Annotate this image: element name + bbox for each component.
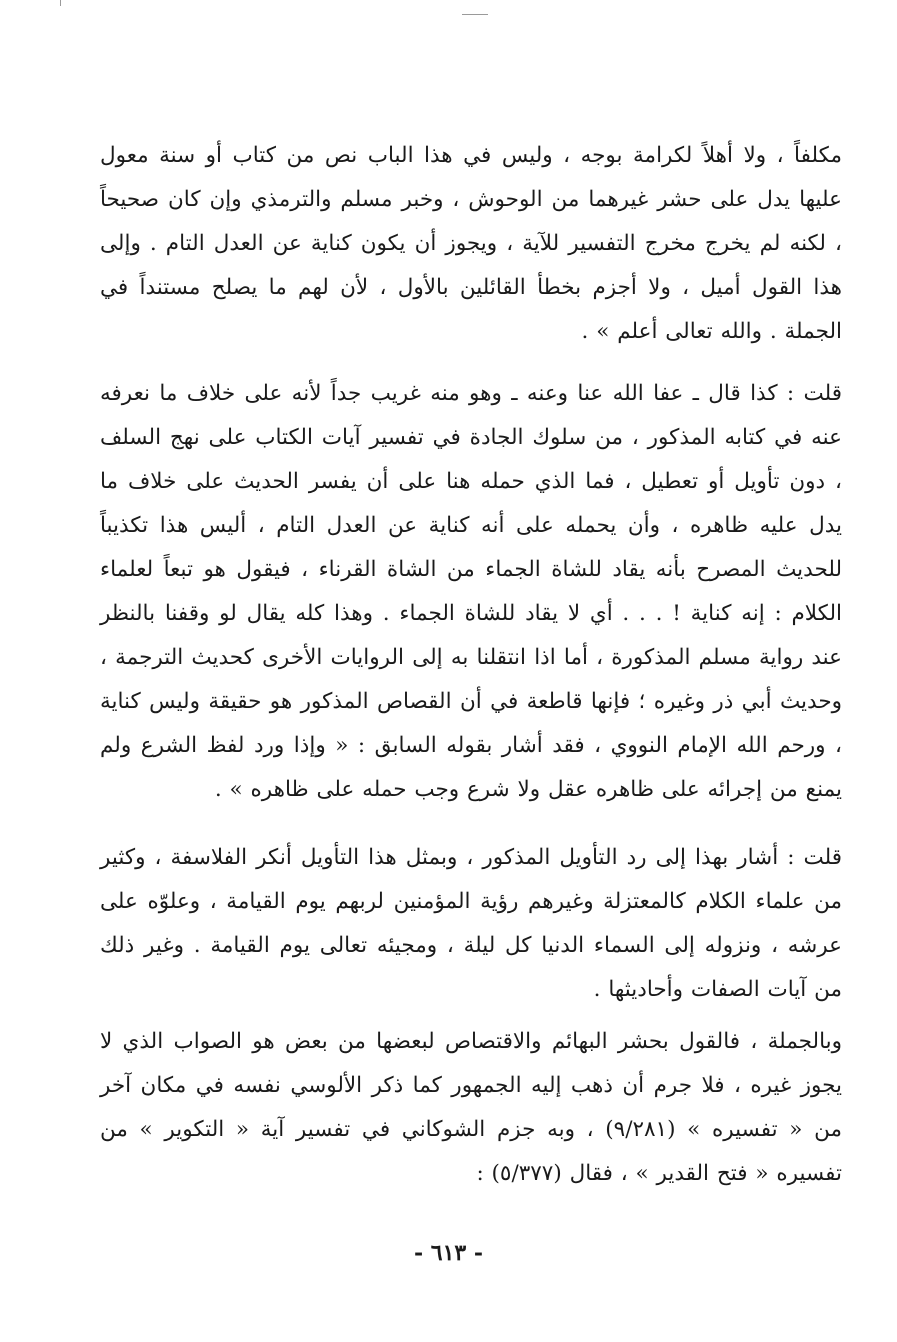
paragraph-1: مكلفاً ، ولا أهلاً لكرامة بوجه ، وليس في هذا الباب نص من كتاب أو سنة معول عليها يدل على حشر غيرهما من الوحوش ، وخبر مسلم والترمذي وإن كان صحيحاً ، لكنه لم يخرج مخرج التفسير للآية ، ويجوز أن يكون كناية عن العدل التام . وإلى هذا القول أميل ، ولا أجزم بخطأ القائلين بالأول ، لأن لهم ما يصلح مستنداً في الجملة . والله تعالى أعلم » . [100, 143, 842, 344]
paragraph-3: قلت : أشار بهذا إلى رد التأويل المذكور ، وبمثل هذا التأويل أنكر الفلاسفة ، وكثير من علماء الكلام كالمعتزلة وغيرهم رؤية المؤمنين لربهم يوم القيامة ، وعلوّه على عرشه ، ونزوله إلى السماء الدنيا كل ليلة ، ومجيئه تعالى يوم القيامة . وغير ذلك من آيات الصفات وأحاديثها . [100, 845, 842, 1002]
paragraph-2: قلت : كذا قال ـ عفا الله عنا وعنه ـ وهو منه غريب جداً لأنه على خلاف ما نعرفه عنه في كتابه المذكور ، من سلوك الجادة في تفسير آيات الكتاب على نهج السلف ، دون تأويل أو تعطيل ، فما الذي حمله هنا على أن يفسر الحديث على خلاف ما يدل عليه ظاهره ، وأن يحمله على أنه كناية عن العدل التام ، أليس هذا تكذيباً للحديث المصرح بأنه يقاد للشاة الجماء من الشاة القرناء ، فيقول هو تبعاً لعلماء الكلام : إنه كناية ! . . . أي لا يقاد للشاة الجماء . وهذا كله يقال لو وقفنا بالنظر عند رواية مسلم المذكورة ، أما اذا انتقلنا به إلى الروايات الأخرى كحديث الترجمة ، وحديث أبي ذر وغيره ؛ فإنها قاطعة في أن القصاص المذكور هو حقيقة وليس كناية ، ورحم الله الإمام النووي ، فقد أشار بقوله السابق : « وإذا ورد لفظ الشرع ولم يمنع من إجرائه على ظاهره عقل ولا شرع وجب حمله على ظاهره » . [100, 381, 842, 802]
paragraph-4: وبالجملة ، فالقول بحشر البهائم والاقتصاص لبعضها من بعض هو الصواب الذي لا يجوز غيره ، فلا جرم أن ذهب إليه الجمهور كما ذكر الألوسي نفسه في مكان آخر من « تفسيره » (٩/٢٨١) ، وبه جزم الشوكاني في تفسير آية « التكوير » من تفسيره « فتح القدير » ، فقال (٥/٣٧٧) : [100, 1029, 843, 1186]
page-number: - ٦١٣ - [413, 1240, 484, 1266]
scan-artifact-line [462, 14, 488, 15]
scan-artifact-tick [60, 0, 61, 6]
